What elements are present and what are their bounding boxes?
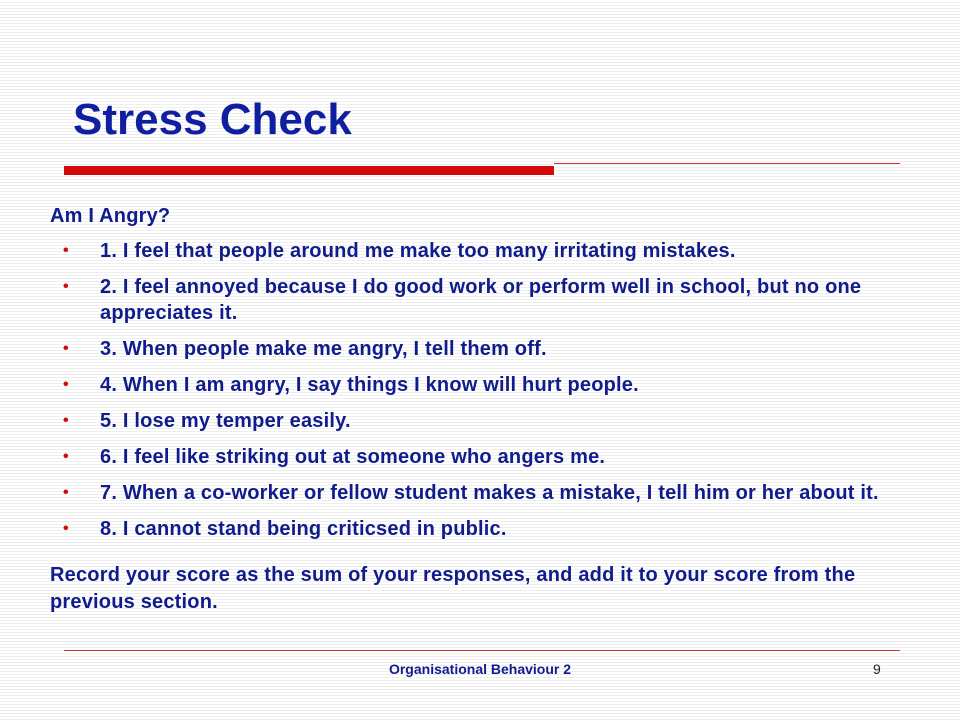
bullet-icon: • <box>63 448 69 465</box>
statement-text: 4. When I am angry, I say things I know will hurt people. <box>100 374 639 396</box>
statement-text: 7. When a co-worker or fellow student makes a mistake, I tell him or her about it. <box>100 482 879 504</box>
statement-item <box>50 238 920 264</box>
statement-item <box>50 336 920 362</box>
bullet-icon: • <box>63 340 69 357</box>
bullet-icon: • <box>63 278 69 295</box>
statement-text: 5. I lose my temper easily. <box>100 410 351 432</box>
title-divider-line <box>554 163 900 164</box>
bullet-icon: • <box>63 412 69 429</box>
statement-text: 2. I feel annoyed because I do good work or perform well in school, but no one appreciates it. <box>100 276 862 324</box>
bullet-icon: • <box>63 242 69 259</box>
bullet-icon: • <box>63 520 69 537</box>
slide-title: Stress Check <box>73 95 352 144</box>
statement-list <box>50 238 920 542</box>
statement-item <box>50 408 920 434</box>
title-underline-bar <box>64 166 554 175</box>
statement-item <box>50 274 920 326</box>
section-question: Am I Angry? <box>50 205 171 227</box>
bullet-icon: • <box>63 484 69 501</box>
statement-item <box>50 480 920 506</box>
statement-text: 3. When people make me angry, I tell them off. <box>100 338 547 360</box>
slide-content <box>50 203 920 616</box>
statement-item <box>50 444 920 470</box>
statement-item <box>50 372 920 398</box>
page-number: 9 <box>873 661 881 677</box>
scoring-instruction: Record your score as the sum of your responses, and add it to your score from the previous section. <box>50 564 856 613</box>
statement-text: 6. I feel like striking out at someone who angers me. <box>100 446 606 468</box>
statement-text: 1. I feel that people around me make too many irritating mistakes. <box>100 240 736 262</box>
footer-divider-line <box>64 650 900 651</box>
footer-course-title: Organisational Behaviour 2 <box>388 661 572 677</box>
statement-text: 8. I cannot stand being criticsed in public. <box>100 518 507 540</box>
statement-item <box>50 516 920 542</box>
bullet-icon: • <box>63 376 69 393</box>
